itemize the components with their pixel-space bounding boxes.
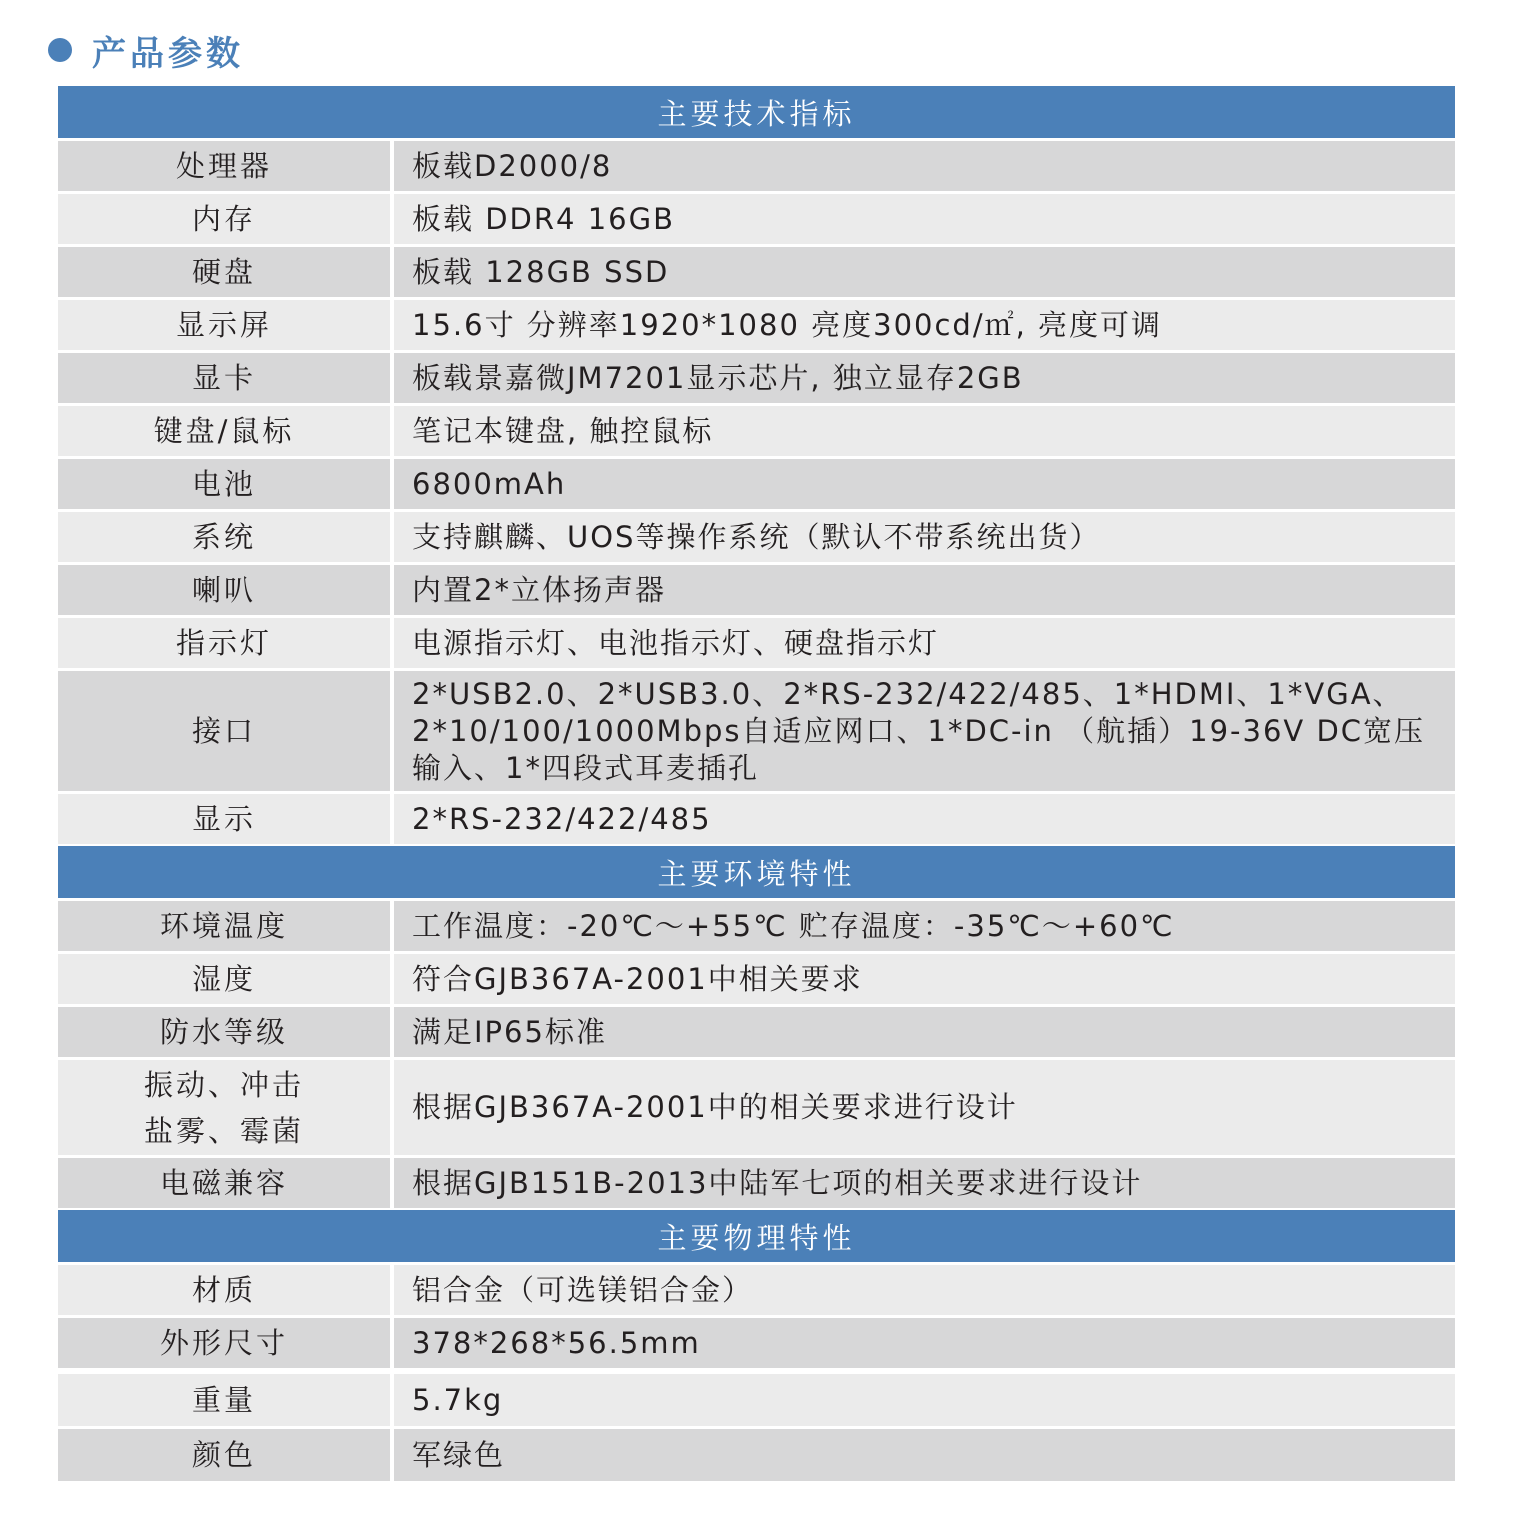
value-line: 输入、1*四段式耳麦插孔	[412, 750, 759, 785]
row-value: 电源指示灯、电池指示灯、硬盘指示灯	[412, 625, 940, 660]
row-value: 军绿色	[412, 1437, 506, 1472]
table-row	[58, 297, 1455, 350]
section-header-physical: 主要物理特性	[58, 1208, 1455, 1262]
table-row	[58, 509, 1455, 562]
table-row	[58, 138, 1455, 191]
table-row	[58, 562, 1455, 615]
section-header-environment: 主要环境特性	[58, 844, 1455, 898]
row-value: 15.6寸 分辨率1920*1080 亮度300cd/㎡, 亮度可调	[412, 307, 1163, 342]
value-line: 2*10/100/1000Mbps自适应网口、1*DC-in （航插）19-36V DC宽压	[412, 713, 1426, 748]
row-value: 内置2*立体扬声器	[412, 572, 666, 607]
row-label: 接口	[58, 671, 394, 791]
row-label: 内存	[58, 194, 394, 244]
table-row	[58, 791, 1455, 844]
row-label: 外形尺寸	[58, 1318, 394, 1368]
spec-table	[56, 84, 1457, 1481]
row-label: 喇叭	[58, 565, 394, 615]
page-title: 产品参数	[92, 33, 244, 74]
row-label: 系统	[58, 512, 394, 562]
row-label: 显示	[58, 794, 394, 844]
row-label: 材质	[58, 1265, 394, 1315]
table-row	[58, 403, 1455, 456]
table-row	[58, 191, 1455, 244]
row-label: 指示灯	[58, 618, 394, 668]
table-row	[58, 615, 1455, 668]
row-value: 满足IP65标准	[412, 1014, 607, 1049]
row-value: 板载 DDR4 16GB	[412, 201, 675, 236]
row-label: 防水等级	[58, 1007, 394, 1057]
row-value: 2*RS-232/422/485	[412, 801, 712, 836]
section-header-tech: 主要技术指标	[58, 84, 1455, 138]
row-value	[394, 671, 1455, 791]
table-row	[58, 951, 1455, 1004]
row-label: 环境温度	[58, 901, 394, 951]
row-label: 颜色	[58, 1429, 394, 1481]
row-value: 根据GJB367A-2001中的相关要求进行设计	[412, 1090, 1018, 1124]
row-label: 处理器	[58, 141, 394, 191]
table-row	[58, 668, 1455, 791]
row-value: 6800mAh	[412, 466, 567, 501]
row-label: 电磁兼容	[58, 1158, 394, 1208]
table-row	[58, 1155, 1455, 1208]
row-label	[58, 1060, 394, 1155]
table-row	[58, 1426, 1455, 1481]
row-label: 键盘/鼠标	[58, 406, 394, 456]
row-value: 根据GJB151B-2013中陆军七项的相关要求进行设计	[412, 1165, 1143, 1200]
table-row	[58, 244, 1455, 297]
row-value: 笔记本键盘, 触控鼠标	[412, 413, 714, 448]
table-row	[58, 1315, 1455, 1368]
row-value: 378*268*56.5mm	[412, 1325, 701, 1360]
label-line: 盐雾、霉菌	[143, 1113, 304, 1148]
row-value: 符合GJB367A-2001中相关要求	[412, 961, 863, 996]
table-row	[58, 1057, 1455, 1155]
row-value: 板载 128GB SSD	[412, 254, 670, 289]
value-line: 2*USB2.0、2*USB3.0、2*RS-232/422/485、1*HDMI、1*VGA、	[412, 676, 1404, 711]
row-value: 工作温度：-20℃～+55℃ 贮存温度：-35℃～+60℃	[412, 908, 1175, 943]
row-label: 电池	[58, 459, 394, 509]
row-value: 5.7kg	[412, 1382, 504, 1417]
table-row	[58, 1262, 1455, 1315]
row-label: 湿度	[58, 954, 394, 1004]
row-label: 显卡	[58, 353, 394, 403]
row-value: 支持麒麟、UOS等操作系统（默认不带系统出货）	[412, 519, 1101, 554]
bullet-icon	[48, 38, 72, 62]
row-value: 铝合金（可选镁铝合金）	[412, 1272, 754, 1307]
page-heading	[48, 26, 244, 74]
table-row	[58, 456, 1455, 509]
table-row	[58, 898, 1455, 951]
row-value: 板载D2000/8	[412, 148, 613, 183]
row-label: 重量	[58, 1374, 394, 1426]
row-label: 硬盘	[58, 247, 394, 297]
row-value: 板载景嘉微JM7201显示芯片, 独立显存2GB	[412, 360, 1024, 395]
table-row	[58, 350, 1455, 403]
table-row	[58, 1368, 1455, 1426]
table-row	[58, 1004, 1455, 1057]
label-line: 振动、冲击	[143, 1067, 304, 1102]
row-label: 显示屏	[58, 300, 394, 350]
